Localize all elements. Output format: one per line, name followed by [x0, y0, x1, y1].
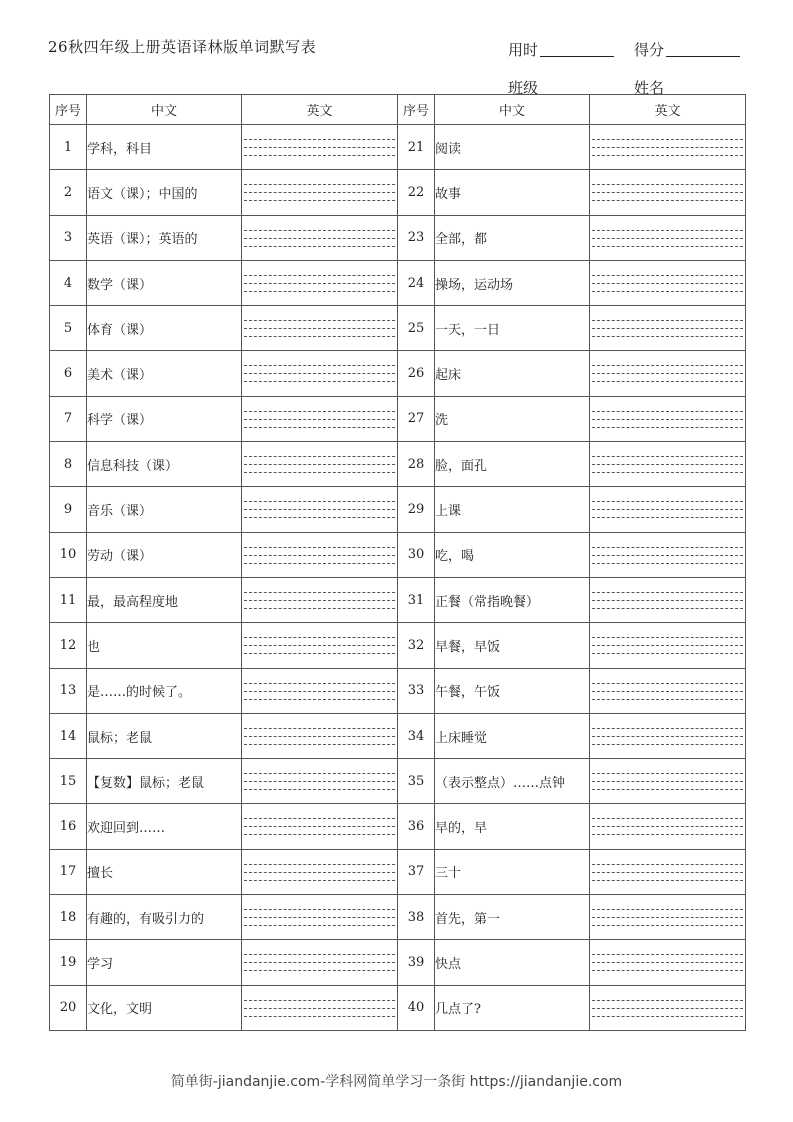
writing-guide-line — [244, 1000, 395, 1001]
word-chinese: 劳动（课） — [87, 532, 242, 577]
writing-guide-line — [592, 246, 743, 247]
word-number: 11 — [50, 577, 87, 622]
writing-guide-line — [244, 691, 395, 692]
writing-guide-line — [244, 365, 395, 366]
writing-guide-line — [244, 464, 395, 465]
word-chinese: 上床睡觉 — [435, 713, 590, 758]
writing-guide-line — [244, 509, 395, 510]
writing-guide-line — [244, 456, 395, 457]
answer-cell[interactable] — [590, 260, 746, 305]
word-number: 40 — [398, 985, 435, 1030]
writing-guide-line — [592, 283, 743, 284]
word-chinese: 起床 — [435, 351, 590, 396]
writing-guide-line — [244, 200, 395, 201]
word-chinese: 欢迎回到…… — [87, 804, 242, 849]
word-chinese: 洗 — [435, 396, 590, 441]
writing-guide-line — [592, 728, 743, 729]
word-number: 20 — [50, 985, 87, 1030]
student-info — [508, 22, 748, 98]
writing-guide-line — [244, 246, 395, 247]
word-number: 33 — [398, 668, 435, 713]
writing-guide-line — [592, 600, 743, 601]
writing-guide-line — [592, 184, 743, 185]
word-number: 18 — [50, 895, 87, 940]
writing-guide-line — [592, 200, 743, 201]
answer-cell[interactable] — [242, 759, 398, 804]
table-row — [50, 260, 746, 305]
word-chinese: 几点了? — [435, 985, 590, 1030]
writing-guide-line — [244, 653, 395, 654]
answer-cell[interactable] — [242, 804, 398, 849]
header-cn: 中文 — [435, 95, 590, 125]
answer-cell[interactable] — [590, 170, 746, 215]
writing-guide-line — [592, 789, 743, 790]
writing-guide-line — [244, 419, 395, 420]
word-number: 2 — [50, 170, 87, 215]
score-label: 得分 — [634, 41, 665, 59]
word-number: 17 — [50, 849, 87, 894]
writing-guide-line — [244, 872, 395, 873]
writing-guide-line — [592, 683, 743, 684]
writing-guide-line — [592, 826, 743, 827]
answer-cell[interactable] — [242, 532, 398, 577]
answer-cell[interactable] — [590, 125, 746, 170]
word-chinese: 也 — [87, 623, 242, 668]
writing-guide-line — [592, 1016, 743, 1017]
writing-guide-line — [244, 818, 395, 819]
answer-cell[interactable] — [590, 713, 746, 758]
word-chinese: 数学（课） — [87, 260, 242, 305]
word-number: 14 — [50, 713, 87, 758]
word-chinese: 一天，一日 — [435, 306, 590, 351]
writing-guide-line — [592, 365, 743, 366]
writing-guide-line — [244, 834, 395, 835]
answer-cell[interactable] — [242, 713, 398, 758]
word-chinese: 音乐（课） — [87, 487, 242, 532]
answer-cell[interactable] — [242, 306, 398, 351]
answer-cell[interactable] — [242, 442, 398, 487]
writing-guide-line — [592, 320, 743, 321]
writing-guide-line — [244, 139, 395, 140]
writing-guide-line — [244, 411, 395, 412]
word-chinese: 学习 — [87, 940, 242, 985]
word-chinese: 上课 — [435, 487, 590, 532]
time-label: 用时 — [508, 41, 539, 59]
word-chinese: 有趣的，有吸引力的 — [87, 895, 242, 940]
header-en: 英文 — [242, 95, 398, 125]
answer-cell[interactable] — [590, 895, 746, 940]
writing-guide-line — [592, 880, 743, 881]
writing-guide-line — [244, 970, 395, 971]
writing-guide-line — [592, 147, 743, 148]
writing-guide-line — [244, 147, 395, 148]
answer-cell[interactable] — [242, 668, 398, 713]
writing-guide-line — [244, 864, 395, 865]
writing-guide-line — [592, 744, 743, 745]
word-number: 34 — [398, 713, 435, 758]
writing-guide-line — [592, 464, 743, 465]
writing-guide-line — [244, 328, 395, 329]
word-chinese: 文化，文明 — [87, 985, 242, 1030]
word-chinese: 吃，喝 — [435, 532, 590, 577]
writing-guide-line — [592, 637, 743, 638]
word-number: 27 — [398, 396, 435, 441]
table-row — [50, 351, 746, 396]
word-number: 28 — [398, 442, 435, 487]
table-row — [50, 759, 746, 804]
word-number: 35 — [398, 759, 435, 804]
writing-guide-line — [592, 328, 743, 329]
writing-guide-line — [592, 699, 743, 700]
writing-guide-line — [592, 275, 743, 276]
word-number: 21 — [398, 125, 435, 170]
writing-guide-line — [244, 238, 395, 239]
word-chinese: 信息科技（课） — [87, 442, 242, 487]
writing-guide-line — [592, 864, 743, 865]
writing-guide-line — [244, 192, 395, 193]
answer-cell[interactable] — [242, 351, 398, 396]
answer-cell[interactable] — [590, 306, 746, 351]
word-chinese: 脸，面孔 — [435, 442, 590, 487]
writing-guide-line — [244, 773, 395, 774]
writing-guide-line — [592, 427, 743, 428]
answer-cell[interactable] — [590, 577, 746, 622]
writing-guide-line — [592, 1000, 743, 1001]
score-blank[interactable] — [666, 55, 740, 57]
writing-guide-line — [592, 970, 743, 971]
word-number: 29 — [398, 487, 435, 532]
word-number: 32 — [398, 623, 435, 668]
table-row — [50, 849, 746, 894]
writing-guide-line — [244, 381, 395, 382]
word-number: 3 — [50, 215, 87, 260]
time-blank[interactable] — [540, 55, 614, 57]
writing-guide-line — [244, 427, 395, 428]
writing-guide-line — [244, 744, 395, 745]
table-row — [50, 713, 746, 758]
header-num: 序号 — [398, 95, 435, 125]
score-field[interactable] — [634, 39, 748, 60]
word-number: 37 — [398, 849, 435, 894]
writing-guide-line — [592, 139, 743, 140]
header-en: 英文 — [590, 95, 746, 125]
writing-guide-line — [592, 917, 743, 918]
answer-cell[interactable] — [590, 940, 746, 985]
word-chinese: 【复数】鼠标；老鼠 — [87, 759, 242, 804]
word-number: 12 — [50, 623, 87, 668]
worksheet-title: 26秋四年级上册英语译林版单词默写表 — [48, 38, 317, 56]
writing-guide-line — [592, 419, 743, 420]
answer-cell[interactable] — [242, 487, 398, 532]
answer-cell[interactable] — [590, 849, 746, 894]
table-row — [50, 804, 746, 849]
writing-guide-line — [592, 1008, 743, 1009]
answer-cell[interactable] — [242, 985, 398, 1030]
writing-guide-line — [592, 155, 743, 156]
word-chinese: 是……的时候了。 — [87, 668, 242, 713]
table-row — [50, 985, 746, 1030]
writing-guide-line — [244, 472, 395, 473]
answer-cell[interactable] — [242, 125, 398, 170]
writing-guide-line — [592, 818, 743, 819]
writing-guide-line — [244, 283, 395, 284]
answer-cell[interactable] — [590, 532, 746, 577]
writing-guide-line — [244, 608, 395, 609]
word-chinese: 首先，第一 — [435, 895, 590, 940]
answer-cell[interactable] — [590, 985, 746, 1030]
writing-guide-line — [592, 653, 743, 654]
class-label: 班级 — [508, 79, 539, 97]
word-number: 31 — [398, 577, 435, 622]
answer-cell[interactable] — [242, 940, 398, 985]
writing-guide-line — [244, 699, 395, 700]
writing-guide-line — [592, 645, 743, 646]
answer-cell[interactable] — [242, 170, 398, 215]
word-chinese: 午餐，午饭 — [435, 668, 590, 713]
writing-guide-line — [244, 230, 395, 231]
table-row — [50, 532, 746, 577]
writing-guide-line — [244, 962, 395, 963]
table-row — [50, 895, 746, 940]
writing-guide-line — [592, 509, 743, 510]
writing-guide-line — [244, 909, 395, 910]
writing-guide-line — [592, 517, 743, 518]
answer-cell[interactable] — [242, 260, 398, 305]
writing-guide-line — [592, 456, 743, 457]
word-chinese: 阅读 — [435, 125, 590, 170]
answer-cell[interactable] — [590, 804, 746, 849]
writing-guide-line — [244, 555, 395, 556]
answer-cell[interactable] — [242, 849, 398, 894]
writing-guide-line — [244, 517, 395, 518]
writing-guide-line — [592, 608, 743, 609]
table-row — [50, 125, 746, 170]
word-number: 24 — [398, 260, 435, 305]
word-chinese: 最，最高程度地 — [87, 577, 242, 622]
time-field[interactable] — [508, 39, 634, 60]
writing-guide-line — [244, 781, 395, 782]
word-number: 5 — [50, 306, 87, 351]
word-number: 8 — [50, 442, 87, 487]
writing-guide-line — [244, 789, 395, 790]
writing-guide-line — [244, 336, 395, 337]
table-row — [50, 487, 746, 532]
answer-cell[interactable] — [590, 442, 746, 487]
table-row — [50, 577, 746, 622]
writing-guide-line — [244, 954, 395, 955]
writing-guide-line — [244, 925, 395, 926]
writing-guide-line — [592, 773, 743, 774]
writing-guide-line — [592, 472, 743, 473]
writing-guide-line — [592, 736, 743, 737]
writing-guide-line — [592, 925, 743, 926]
writing-guide-line — [244, 728, 395, 729]
word-number: 10 — [50, 532, 87, 577]
answer-cell[interactable] — [590, 487, 746, 532]
writing-guide-line — [592, 381, 743, 382]
answer-cell[interactable] — [590, 396, 746, 441]
word-number: 36 — [398, 804, 435, 849]
word-chinese: 操场，运动场 — [435, 260, 590, 305]
table-row — [50, 170, 746, 215]
vocabulary-table — [49, 94, 746, 1031]
writing-guide-line — [592, 501, 743, 502]
writing-guide-line — [244, 917, 395, 918]
word-number: 7 — [50, 396, 87, 441]
word-chinese: 英语（课）；英语的 — [87, 215, 242, 260]
writing-guide-line — [592, 563, 743, 564]
writing-guide-line — [592, 962, 743, 963]
writing-guide-line — [244, 373, 395, 374]
header-cn: 中文 — [87, 95, 242, 125]
writing-guide-line — [592, 954, 743, 955]
footer-watermark: 简单街-jiandanjie.com-学科网简单学习一条街 https://jiandanjie.com — [170, 1074, 623, 1090]
word-number: 22 — [398, 170, 435, 215]
writing-guide-line — [592, 909, 743, 910]
writing-guide-line — [244, 1008, 395, 1009]
answer-cell[interactable] — [590, 215, 746, 260]
name-label: 姓名 — [634, 79, 665, 97]
writing-guide-line — [244, 275, 395, 276]
word-chinese: 故事 — [435, 170, 590, 215]
answer-cell[interactable] — [242, 396, 398, 441]
word-number: 23 — [398, 215, 435, 260]
answer-cell[interactable] — [590, 623, 746, 668]
writing-guide-line — [244, 291, 395, 292]
table-row — [50, 668, 746, 713]
header-num: 序号 — [50, 95, 87, 125]
table-row — [50, 623, 746, 668]
word-chinese: 早餐，早饭 — [435, 623, 590, 668]
writing-guide-line — [592, 781, 743, 782]
writing-guide-line — [592, 872, 743, 873]
writing-guide-line — [244, 184, 395, 185]
word-chinese: 鼠标；老鼠 — [87, 713, 242, 758]
writing-guide-line — [244, 645, 395, 646]
answer-cell[interactable] — [590, 759, 746, 804]
writing-guide-line — [244, 1016, 395, 1017]
table-row — [50, 215, 746, 260]
word-number: 9 — [50, 487, 87, 532]
writing-guide-line — [592, 592, 743, 593]
writing-guide-line — [592, 547, 743, 548]
word-number: 4 — [50, 260, 87, 305]
writing-guide-line — [244, 683, 395, 684]
answer-cell[interactable] — [242, 623, 398, 668]
writing-guide-line — [244, 592, 395, 593]
word-chinese: 全部，都 — [435, 215, 590, 260]
writing-guide-line — [244, 547, 395, 548]
word-number: 30 — [398, 532, 435, 577]
word-chinese: 学科，科目 — [87, 125, 242, 170]
word-chinese: 科学（课） — [87, 396, 242, 441]
writing-guide-line — [244, 637, 395, 638]
word-chinese: 语文（课）；中国的 — [87, 170, 242, 215]
answer-cell[interactable] — [242, 577, 398, 622]
writing-guide-line — [244, 880, 395, 881]
answer-cell[interactable] — [242, 895, 398, 940]
table-row — [50, 940, 746, 985]
writing-guide-line — [244, 826, 395, 827]
writing-guide-line — [244, 563, 395, 564]
word-chinese: 早的，早 — [435, 804, 590, 849]
word-chinese: 正餐（常指晚餐） — [435, 577, 590, 622]
answer-cell[interactable] — [590, 668, 746, 713]
word-number: 13 — [50, 668, 87, 713]
word-number: 1 — [50, 125, 87, 170]
writing-guide-line — [592, 411, 743, 412]
writing-guide-line — [244, 320, 395, 321]
word-chinese: 三十 — [435, 849, 590, 894]
word-number: 39 — [398, 940, 435, 985]
word-number: 16 — [50, 804, 87, 849]
table-row — [50, 442, 746, 487]
word-chinese: （表示整点）……点钟 — [435, 759, 590, 804]
writing-guide-line — [592, 192, 743, 193]
writing-guide-line — [592, 691, 743, 692]
answer-cell[interactable] — [590, 351, 746, 396]
word-number: 26 — [398, 351, 435, 396]
word-number: 19 — [50, 940, 87, 985]
word-number: 25 — [398, 306, 435, 351]
writing-guide-line — [244, 736, 395, 737]
writing-guide-line — [592, 291, 743, 292]
writing-guide-line — [244, 501, 395, 502]
word-chinese: 美术（课） — [87, 351, 242, 396]
writing-guide-line — [244, 155, 395, 156]
writing-guide-line — [592, 230, 743, 231]
word-chinese: 擅长 — [87, 849, 242, 894]
writing-guide-line — [592, 336, 743, 337]
word-number: 38 — [398, 895, 435, 940]
writing-guide-line — [592, 834, 743, 835]
writing-guide-line — [592, 238, 743, 239]
writing-guide-line — [592, 555, 743, 556]
word-chinese: 快点 — [435, 940, 590, 985]
writing-guide-line — [592, 373, 743, 374]
answer-cell[interactable] — [242, 215, 398, 260]
table-row — [50, 396, 746, 441]
table-row — [50, 306, 746, 351]
word-number: 15 — [50, 759, 87, 804]
word-number: 6 — [50, 351, 87, 396]
word-chinese: 体育（课） — [87, 306, 242, 351]
table-header-row — [50, 95, 746, 125]
writing-guide-line — [244, 600, 395, 601]
